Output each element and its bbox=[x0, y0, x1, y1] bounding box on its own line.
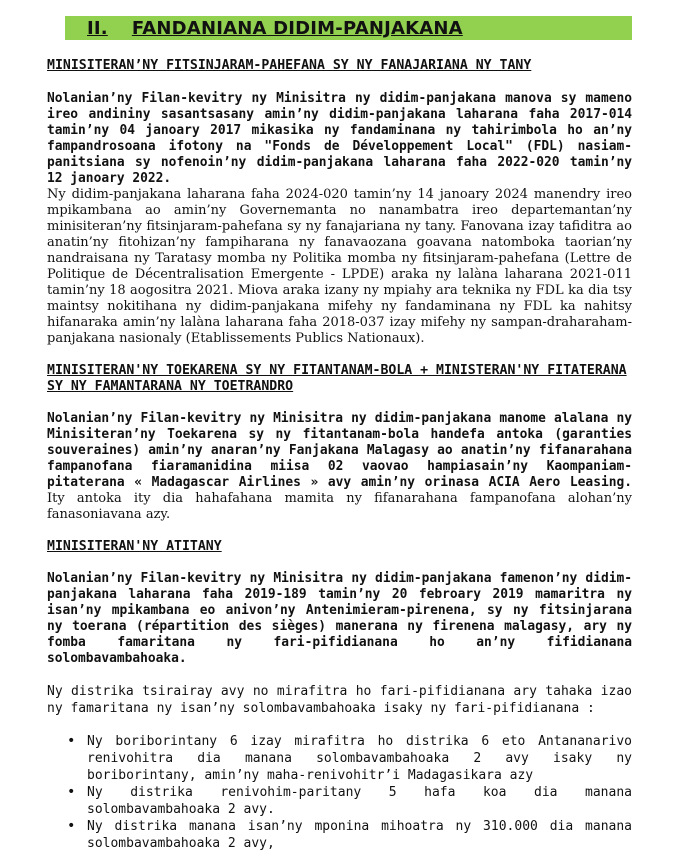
district-rules-list bbox=[47, 733, 632, 852]
section-number: II. bbox=[87, 17, 108, 39]
section-title bbox=[65, 16, 632, 40]
body-economy-transport: Ity antoka ity dia hahafahana mamita ny fifanarahana fampanofana alohan’ny fanasoniavana azy. bbox=[47, 491, 632, 522]
heading-decentralisation: MINISITERAN’NY FITSINJARAM-PAHEFANA SY NY FANAJARIANA NY TANY bbox=[47, 58, 532, 73]
bullet-icon: • bbox=[67, 733, 76, 749]
bullet-icon: • bbox=[67, 818, 76, 834]
heading-economy-transport: MINISITERAN'NY TOEKARENA SY NY FITANTANAM-BOLA + MINISTERAN'NY FITATERANA SY NY FAMANTARANA NY TOETRANDRO bbox=[47, 363, 627, 394]
paragraph-economy-transport bbox=[47, 411, 632, 523]
heading-interior: MINISITERAN'NY ATITANY bbox=[47, 539, 222, 554]
section-title-text: FANDANIANA DIDIM-PANJAKANA bbox=[131, 17, 463, 39]
list-item: • Ny boriborintany 6 izay mirafitra ho distrika 6 eto Antananarivo renivohitra dia manana solombavambahoaka 2 avy isaky ny boriborintany, amin’ny maha-renivohitr’i Madagasikara azy bbox=[67, 733, 632, 783]
list-item: • Ny distrika renivohim-paritany 5 hafa koa dia manana solombavambahoaka 2 avy. bbox=[67, 784, 632, 817]
decision-interior: Nolanian’ny Filan-kevitry ny Minisitra ny didim-panjakana famenon’ny didim-panjakana laharana faha 2019-189 tamin’ny 20 febroary 2019 mamaritra ny isan’ny mpikambana eo anivon’ny Antenimieram-pirenena, sy ny fitsinjarana ny toerana (répartition des sièges) manerana ny firenena malagasy, ary ny fomba famaritana ny fari-pifidianana ho an’ny fifidianana solombavambahoaka. bbox=[47, 571, 632, 666]
list-item: • Ny distrika manana isan’ny mponina mihoatra ny 310.000 dia manana solombavambahoaka 2 avy, bbox=[67, 818, 632, 851]
body-decentralisation: Ny didim-panjakana laharana faha 2024-020 tamin’ny 14 janoary 2024 manendry ireo mpikambana ao amin’ny Governemanta no nanambatra ireo departemantan’ny minisiteran’ny fitsinjaram-pahefana sy ny fanajariana ny tany. Fanovana izay tafiditra ao anatin’ny fitohizan’ny fampiharana ny fanavaozana goavana natomboka taorian’ny nandraisana ny Taratasy momba ny Politika momba ny fitsinjaram-pahefana (Lettre de Politique de Décentralisation Emergente - LPDE) araka ny lalàna laharana 2021-011 tamin’ny 18 aogositra 2021. Miova araka izany ny mpiahy ara teknika ny FDL ka dia tsy maintsy nokitihana ny didim-panjakana mifehy ny fandaminana ny FDL ka nahitsy hifanaraka amin’ny lalàna laharana faha 2018-037 izay mifehy ny sampan-draharaham-panjakana nasionaly (Etablissements Publics Nationaux). bbox=[47, 187, 632, 346]
decision-economy-transport: Nolanian’ny Filan-kevitry ny Minisitra ny didim-panjakana manome alalana ny Minisiteran’ny Toekarena sy ny fitantanam-bola handefa antoka (garanties souveraines) amin’ny anaran’ny Fanjakana Malagasy ao anatin’ny fifanarahana fampanofana fiaramanidina miisa 02 vaovao hampiasain’ny Kaompaniam-pitaterana « Madagascar Airlines » avy amin’ny orinasa ACIA Aero Leasing. bbox=[47, 411, 632, 490]
body-interior: Ny distrika tsirairay avy no mirafitra ho fari-pifidianana ary tahaka izao ny famaritana ny isan’ny solombavambahoaka isaky ny fari-pifidianana : bbox=[47, 684, 632, 716]
bullet-icon: • bbox=[67, 784, 76, 800]
decision-decentralisation: Nolanian’ny Filan-kevitry ny Minisitra ny didim-panjakana manova sy mameno ireo andininy sasantsasany amin’ny didim-panjakana laharana faha 2017-014 tamin’ny 04 janoary 2017 mikasika ny fandaminana ny tahirimbola ho an’ny fampandrosoana ifotony na "Fonds de Développement Local" (FDL) nasiam-panitsiana sy nofenoin’ny didim-panjakana laharana faha 2022-020 tamin’ny 12 janoary 2022. bbox=[47, 91, 632, 186]
